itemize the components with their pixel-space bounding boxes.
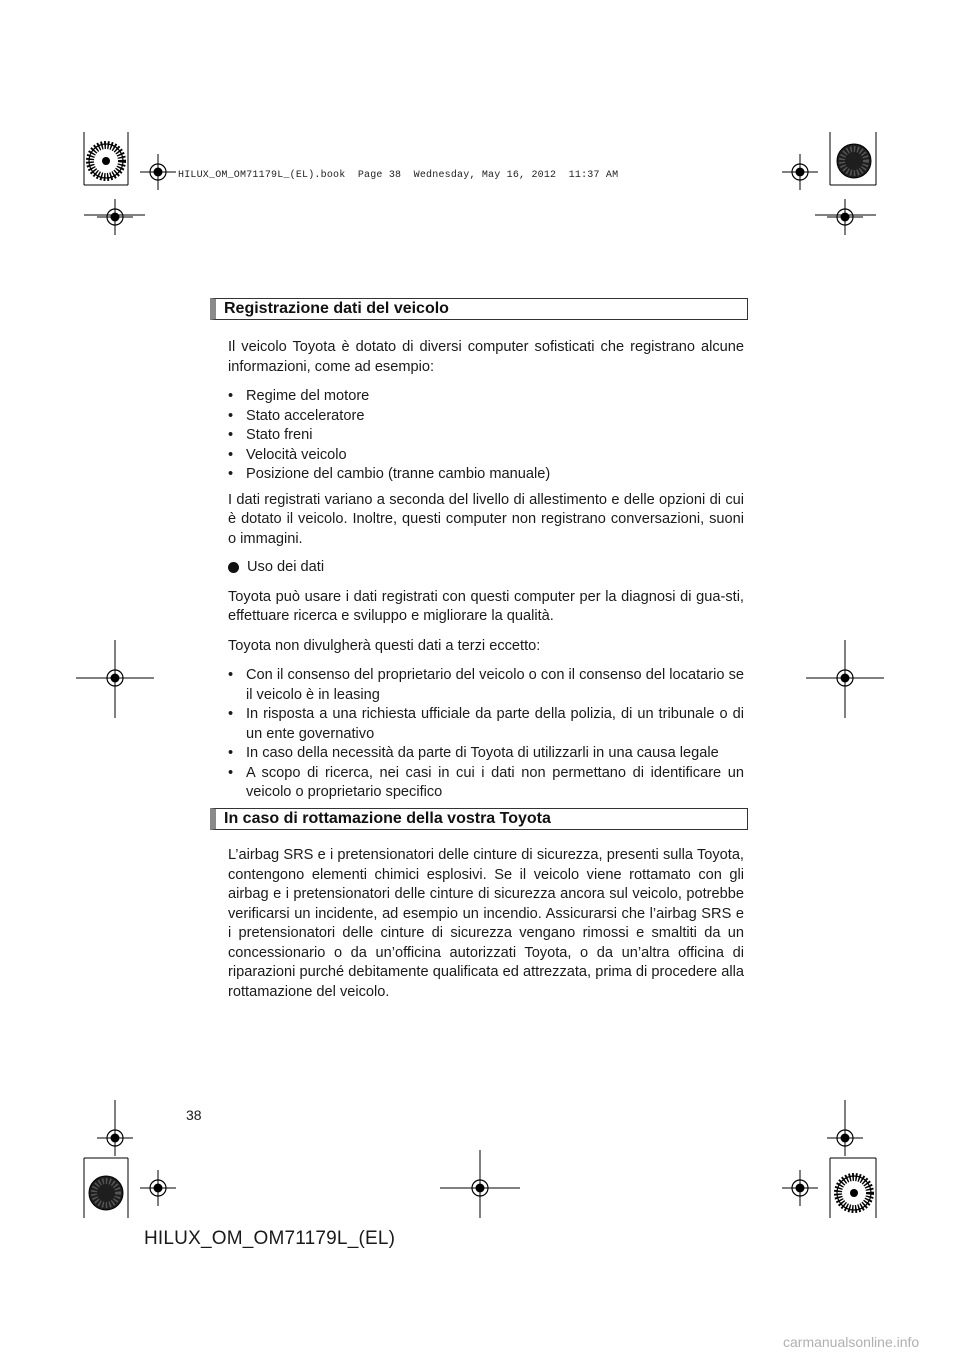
list-item: • Stato freni xyxy=(228,426,744,446)
subheading-label: Uso dei dati xyxy=(247,559,325,575)
paragraph-data-use: Toyota può usare i dati registrati con questi computer per la diagnosi di gua-sti, effettuare ricerca e sviluppo e migliorare la qualità. xyxy=(228,588,744,624)
section-title-scrapping: In caso di rottamazione della vostra Toyota xyxy=(210,808,748,830)
list-item: • A scopo di ricerca, nei casi in cui i dati non permettano di identificare un veicolo o proprietario specifico xyxy=(228,764,744,803)
intro-paragraph: Il veicolo Toyota è dotato di diversi computer sofisticati che registrano alcune informazioni, come ad esempio: xyxy=(228,339,744,375)
section-scrapping-body xyxy=(228,846,744,1002)
bullet-dot-icon xyxy=(228,562,239,573)
exceptions-list xyxy=(228,666,744,803)
section-title-vehicle-data: Registrazione dati del veicolo xyxy=(210,298,748,320)
paragraph-scrapping: L’airbag SRS e i pretensionatori delle cinture di sicurezza, presenti sulla Toyota, contengono elementi chimici esplosivi. Se il veicolo viene rottamato con gli airbag e i pretensionatori delle cinture di sicurezza ancora sul veicolo, potrebbe verificarsi un incidente, ad esempio un incendio. Assicurarsi che l’airbag SRS e i pretensionatori delle cinture di sicurezza vengano rimossi e smaltiti da un concessionario o da un’officina autorizzati Toyota, o da un’altra officina di riparazioni purché debitamente qualificata ed attrezzata, prima di procedere alla rottamazione del veicolo. xyxy=(228,847,744,1000)
document-id: HILUX_OM_OM71179L_(EL) xyxy=(144,1228,396,1249)
list-item: • Stato acceleratore xyxy=(228,407,744,427)
watermark: carmanualsonline.info xyxy=(783,1334,920,1350)
list-item: • Con il consenso del proprietario del veicolo o con il consenso del locatario se il veicolo è in leasing xyxy=(228,666,744,705)
paragraph-data-variation: I dati registrati variano a seconda del livello di allestimento e delle opzioni di cui è dotato il veicolo. Inoltre, questi computer non registrano conversazioni, suoni o immagini. xyxy=(228,491,744,547)
list-item: • Velocità veicolo xyxy=(228,446,744,466)
page-number: 38 xyxy=(186,1107,202,1123)
recorded-data-list xyxy=(228,387,744,485)
list-item: • Posizione del cambio (tranne cambio manuale) xyxy=(228,465,744,485)
subheading-data-use xyxy=(228,558,744,578)
section-vehicle-data-body xyxy=(228,338,744,803)
list-item: • In caso della necessità da parte di Toyota di utilizzarli in una causa legale xyxy=(228,744,744,764)
list-item: • Regime del motore xyxy=(228,387,744,407)
book-file-line: HILUX_OM_OM71179L_(EL).book Page 38 Wednesday, May 16, 2012 11:37 AM xyxy=(178,170,619,181)
list-item: • In risposta a una richiesta ufficiale da parte della polizia, di un tribunale o di un ente governativo xyxy=(228,705,744,744)
paragraph-disclosure: Toyota non divulgherà questi dati a terzi eccetto: xyxy=(228,637,541,654)
